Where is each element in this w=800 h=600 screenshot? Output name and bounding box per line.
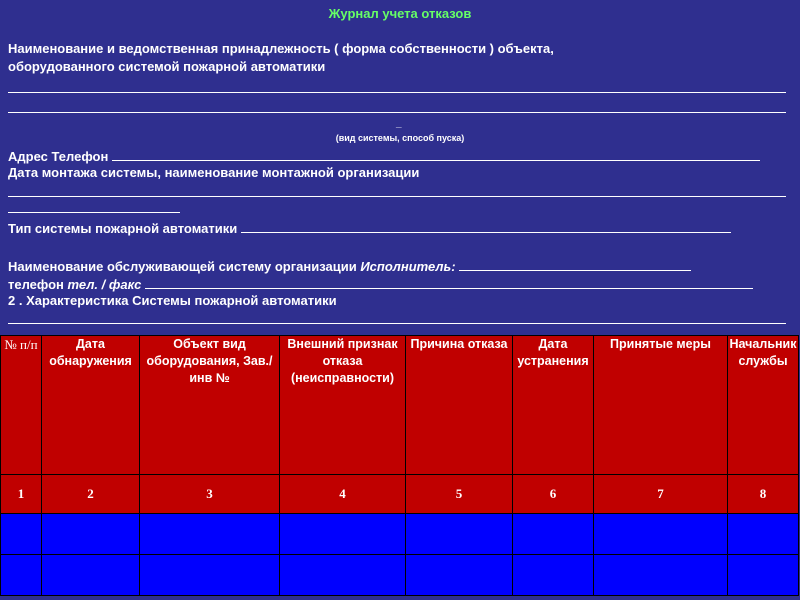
address-phone-label: Адрес Телефон: [8, 149, 109, 164]
system-type-label: Тип системы пожарной автоматики: [8, 221, 238, 236]
column-number: 2: [42, 475, 140, 514]
blank-line: [8, 212, 180, 213]
object-name-line-2: оборудованного системой пожарной автоматики: [8, 59, 326, 74]
table-cell[interactable]: [513, 555, 594, 596]
table-row: [1, 514, 799, 555]
column-number: 6: [513, 475, 594, 514]
column-header-cause: Причина отказа: [406, 336, 513, 475]
executor-blank: [459, 258, 691, 271]
column-number: 5: [406, 475, 513, 514]
column-header-fix-date: Дата устранения: [513, 336, 594, 475]
column-header-detection-date: Дата обнаружения: [42, 336, 140, 475]
characteristics-line: 2 . Характеристика Системы пожарной автоматики: [8, 293, 337, 308]
service-org-line: [8, 258, 691, 275]
system-type-caption: (вид системы, способ пуска): [335, 133, 465, 143]
column-number-row: [1, 475, 799, 514]
failure-log-table: [0, 335, 799, 596]
system-type-blank: [241, 220, 731, 233]
table-cell[interactable]: [406, 514, 513, 555]
table-row: [1, 555, 799, 596]
table-cell[interactable]: [42, 514, 140, 555]
table-header-row: [1, 336, 799, 475]
blank-line: [8, 112, 786, 113]
address-phone-line: [8, 148, 760, 165]
service-org-label: Наименование обслуживающей систему организации: [8, 259, 357, 274]
table-cell[interactable]: [140, 514, 280, 555]
table-cell[interactable]: [728, 555, 799, 596]
install-date-line: Дата монтажа системы, наименование монтажной организации: [8, 165, 420, 180]
executor-label: Исполнитель:: [360, 259, 456, 274]
phone-line: [8, 276, 753, 293]
address-phone-blank: [112, 148, 760, 161]
column-header-object: Объект вид оборудования, Зав./инв №: [140, 336, 280, 475]
column-header-chief: Начальник службы: [728, 336, 799, 475]
table-cell[interactable]: [1, 514, 42, 555]
phone-fax-blank: [145, 276, 753, 289]
blank-line: [8, 92, 786, 93]
table-cell[interactable]: [1, 555, 42, 596]
table-cell[interactable]: [728, 514, 799, 555]
column-number: 3: [140, 475, 280, 514]
blank-line: [8, 196, 786, 197]
table-cell[interactable]: [280, 555, 406, 596]
blank-line: [8, 323, 786, 324]
dash-mark: _: [396, 118, 402, 129]
table-cell[interactable]: [280, 514, 406, 555]
object-name-line-1: Наименование и ведомственная принадлежность ( форма собственности ) объекта,: [8, 41, 554, 56]
table-cell[interactable]: [513, 514, 594, 555]
column-header-failure-sign: Внешний признак отказа (неисправности): [280, 336, 406, 475]
phone-label: телефон: [8, 277, 64, 292]
journal-title: Журнал учета отказов: [328, 6, 472, 21]
column-number: 8: [728, 475, 799, 514]
column-number: 1: [1, 475, 42, 514]
phone-fax-label: тел. / факс: [67, 277, 142, 292]
column-number: 4: [280, 475, 406, 514]
column-header-number: № п/п: [1, 336, 42, 475]
table-cell[interactable]: [140, 555, 280, 596]
system-type-line: [8, 220, 731, 237]
column-number: 7: [594, 475, 728, 514]
column-header-measures: Принятые меры: [594, 336, 728, 475]
table-cell[interactable]: [594, 555, 728, 596]
table-cell[interactable]: [594, 514, 728, 555]
table-cell[interactable]: [406, 555, 513, 596]
table-cell[interactable]: [42, 555, 140, 596]
